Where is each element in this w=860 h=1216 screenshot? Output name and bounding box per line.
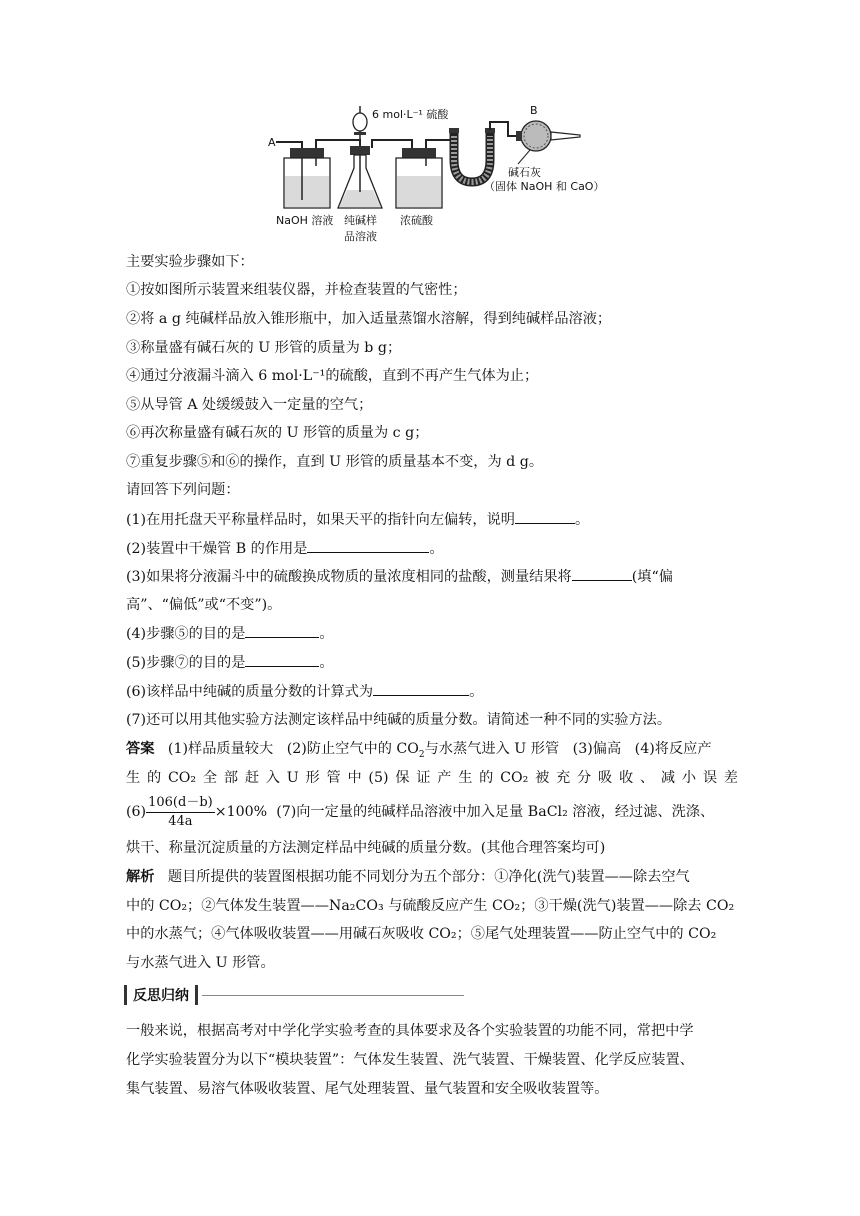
answer-char: 产 [437, 770, 452, 786]
answer-char: 吸 [597, 770, 613, 786]
answer-char: 充 [556, 770, 571, 786]
answer-char: 入 [265, 770, 280, 786]
answer-2b: 与水蒸气进入 U 形管 [424, 741, 560, 757]
answer-char: 减 [660, 770, 676, 786]
steps-intro: 主要实验步骤如下： [126, 254, 254, 270]
answer-1: (1)样品质量较大 [167, 741, 274, 757]
step-2: ②将 a g 纯碱样品放入锥形瓶中，加入适量蒸馏水溶解，得到纯碱样品溶液； [126, 311, 612, 327]
conical-flask [338, 146, 382, 208]
step-3: ③称量盛有碱石灰的 U 形管的质量为 b g； [126, 340, 402, 356]
answer-char: 误 [702, 770, 718, 786]
label-flask-line2: 品溶液 [344, 230, 377, 243]
question-6-text: (6)该样品中纯碱的质量分数的计算式为 [126, 684, 374, 700]
question-2-end: 。 [429, 541, 444, 557]
apparatus-svg [262, 100, 622, 245]
question-3-text: (3)如果将分液漏斗中的硫酸换成物质的量浓度相同的盐酸，测量结果将 [126, 569, 572, 585]
question-5-text: (5)步骤⑦的目的是 [126, 655, 246, 671]
formula-numerator: 106(d－b) [146, 794, 215, 813]
answer-char: 生 [458, 770, 473, 786]
label-b: B [530, 104, 538, 117]
question-4-text: (4)步骤⑤的目的是 [126, 626, 246, 642]
analysis-line-4: 与水蒸气进入 U 形管。 [126, 955, 275, 971]
answer-char: CO₂ [500, 770, 529, 786]
answer-char: 证 [416, 770, 431, 786]
answer-char: 差 [723, 770, 738, 786]
label-naoh-solution: NaOH 溶液 [276, 214, 334, 227]
question-1-end: 。 [574, 512, 590, 528]
analysis-label: 解析 [126, 869, 155, 885]
answer-4a: (4)将反应产 [634, 741, 712, 757]
answer-char: 小 [681, 770, 697, 786]
question-6-end: 。 [469, 684, 484, 700]
label-flask-line1: 纯碱样 [344, 214, 377, 227]
heading-rule [202, 995, 464, 996]
answer-char: 中 [347, 770, 362, 786]
step-6: ⑥再次称量盛有碱石灰的 U 形管的质量为 c g； [126, 425, 429, 441]
question-2 [126, 538, 738, 559]
subscript-2: 2 [418, 749, 425, 760]
answer-char: (5) [368, 770, 389, 786]
reflection-para-3: 集气装置、易溶气体吸收装置、尾气处理装置、量气装置和安全吸收装置等。 [126, 1081, 609, 1097]
label-conc-sulfuric: 浓硫酸 [400, 214, 433, 227]
answer-blank [515, 509, 575, 524]
answer-line-3 [126, 792, 738, 832]
answer-blank [307, 538, 429, 553]
question-5 [126, 652, 738, 673]
answer-char: 的 [146, 770, 162, 786]
label-soda-lime: 碱石灰 [508, 166, 541, 179]
answer-6-prefix: (6) [126, 804, 147, 820]
u-tube [449, 128, 495, 182]
question-3 [126, 566, 738, 587]
analysis-line-3: 中的水蒸气；④气体吸收装置——用碱石灰吸收 CO₂；⑤尾气处理装置——防止空气中的 CO₂ [126, 926, 717, 942]
step-5: ⑤从导管 A 处缓缓鼓入一定量的空气； [126, 397, 373, 413]
answer-7: (7)向一定量的纯碱样品溶液中加入足量 BaCl₂ 溶液，经过滤、洗涤、 [276, 804, 715, 820]
answer-3: (3)偏高 [572, 741, 622, 757]
answer-char: 的 [479, 770, 494, 786]
answer-6-suffix: ×100% [214, 804, 268, 820]
answer-char: 生 [126, 770, 141, 786]
step-1: ①按如图所示装置来组装仪器，并检查装置的气密性； [126, 282, 467, 298]
step-7: ⑦重复步骤⑤和⑥的操作，直到 U 形管的质量基本不变，为 d g。 [126, 454, 544, 470]
answer-label: 答案 [126, 741, 155, 757]
sulfuric-acid-bottle [396, 148, 442, 208]
answer-blank [373, 681, 469, 696]
answer-line-1 [126, 739, 738, 759]
analysis-line-1 [126, 867, 738, 887]
question-3-line2: 高”、“偏低”或“不变”)。 [126, 597, 282, 613]
answer-char: 全 [202, 770, 218, 786]
analysis-text-1: 题目所提供的装置图根据功能不同划分为五个部分：①净化(洗气)装置——除去空气 [167, 869, 690, 885]
answer-char: 收 [618, 770, 634, 786]
label-soda-lime-note: （固体 NaOH 和 CaO） [484, 180, 605, 193]
answer-char: U [286, 770, 299, 786]
reflection-para-1: 一般来说，根据高考对中学化学实验考查的具体要求及各个实验装置的功能不同，常把中学 [126, 1023, 694, 1039]
question-4-end: 。 [319, 626, 334, 642]
formula-denominator: 44a [168, 813, 193, 829]
analysis-line-2: 中的 CO₂；②气体发生装置——Na₂CO₃ 与硫酸反应产生 CO₂；③干燥(洗气)装置——除去 CO₂ [126, 898, 735, 914]
label-a: A [268, 136, 276, 149]
answer-char: 赶 [244, 770, 260, 786]
answer-blank [245, 652, 319, 667]
answer-char: 部 [223, 770, 239, 786]
answer-char: 被 [535, 770, 550, 786]
question-4 [126, 623, 738, 644]
answer-char: 形 [305, 770, 320, 786]
reflection-heading [124, 984, 464, 1006]
question-6 [126, 681, 738, 702]
question-1-text: (1)在用托盘天平称量样品时，如果天平的指针向左偏转，说明 [126, 512, 515, 528]
reflection-title: 反思归纳 [124, 985, 198, 1005]
answer-char: 管 [326, 770, 341, 786]
answer-2a: (2)防止空气中的 CO [286, 741, 419, 757]
naoh-bottle [284, 148, 330, 208]
answer-char: 保 [395, 770, 410, 786]
mass-fraction-formula [146, 794, 215, 831]
drying-tube-b [516, 121, 580, 151]
answer-char: 、 [639, 770, 655, 786]
step-4: ④通过分液漏斗滴入 6 mol·L⁻¹的硫酸，直到不再产生气体为止； [126, 368, 539, 384]
question-5-end: 。 [319, 655, 334, 671]
apparatus-diagram [262, 100, 622, 245]
question-2-text: (2)装置中干燥管 B 的作用是 [126, 541, 308, 557]
question-1 [126, 509, 738, 530]
reflection-para-2: 化学实验装置分为以下“模块装置”：气体发生装置、洗气装置、干燥装置、化学反应装置、 [126, 1052, 694, 1068]
label-acid: 6 mol·L⁻¹ 硫酸 [372, 108, 449, 121]
answer-blank [572, 566, 632, 581]
answer-blank [245, 623, 319, 638]
question-3-end: (填“偏 [631, 569, 673, 585]
answer-line-2 [126, 768, 738, 788]
answer-char: CO₂ [167, 770, 197, 786]
answer-char: 分 [577, 770, 592, 786]
questions-intro: 请回答下列问题： [126, 482, 240, 498]
answer-line-4: 烘干、称量沉淀质量的方法测定样品中纯碱的质量分数。(其他合理答案均可) [126, 840, 606, 856]
question-7: (7)还可以用其他实验方法测定该样品中纯碱的质量分数。请简述一种不同的实验方法。 [126, 712, 672, 728]
